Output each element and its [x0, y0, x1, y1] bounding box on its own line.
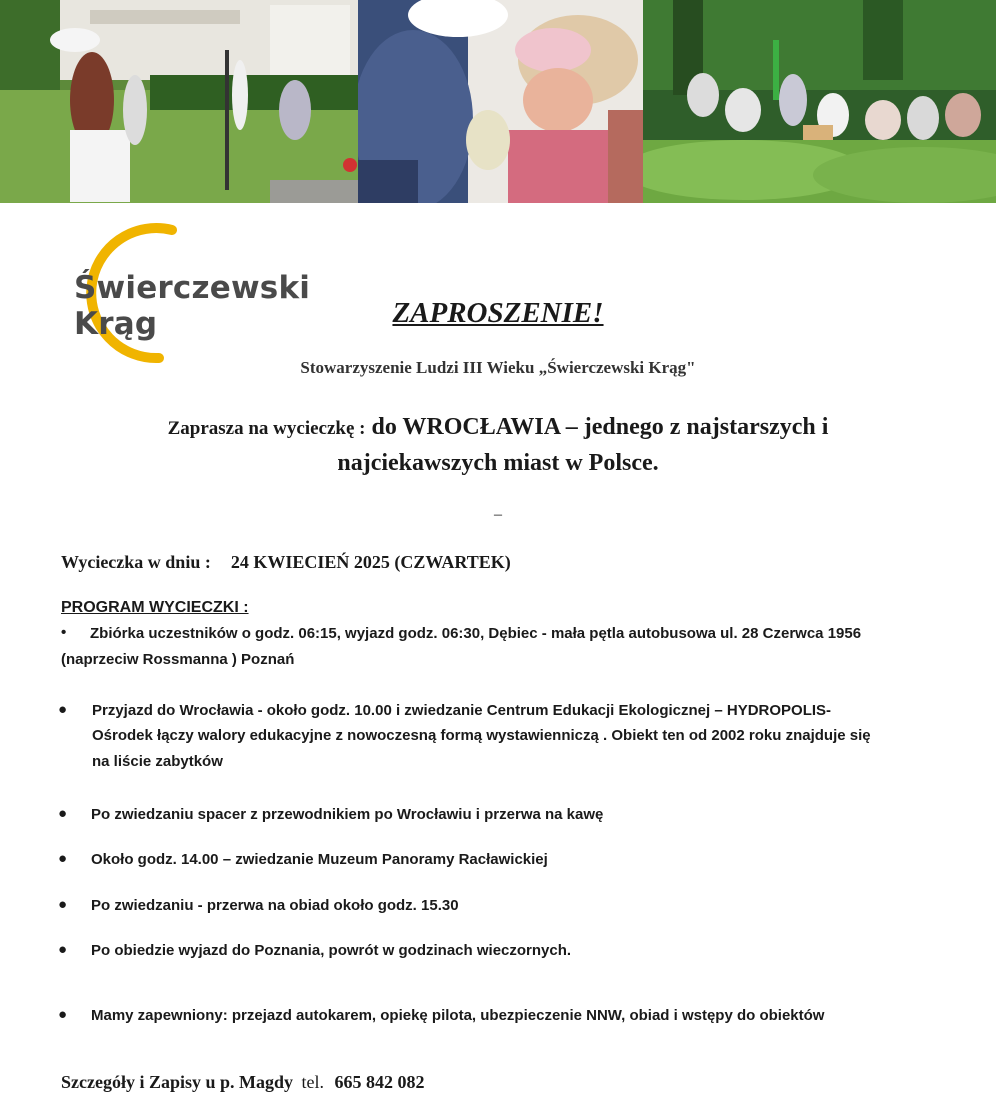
program-item-1-line2: (naprzeciw Rossmanna ) Poznań [61, 651, 295, 668]
program-item-5: Po zwiedzaniu - przerwa na obiad około godz. 15.30 [91, 897, 459, 914]
contact-line [61, 1072, 425, 1093]
trip-date-value: 24 KWIECIEŃ 2025 (CZWARTEK) [230, 552, 511, 572]
program-item-3: Po zwiedzaniu spacer z przewodnikiem po Wrocławiu i przerwa na kawę [91, 806, 604, 823]
bullet-icon: ● [58, 701, 68, 718]
trip-date-line [61, 552, 511, 573]
contact-phone: 665 842 082 [334, 1072, 425, 1092]
bullet-icon: ● [58, 850, 68, 867]
separator-dash: – [494, 506, 502, 523]
bullet-icon: ● [58, 805, 68, 822]
contact-label: Szczegóły i Zapisy u p. Magdy [61, 1072, 294, 1092]
logo [24, 218, 311, 368]
invitation-line1 [0, 410, 996, 446]
photo-strip [0, 0, 996, 203]
program-item-1-line1: Zbiórka uczestników o godz. 06:15, wyjazd godz. 06:30, Dębiec - mała pętla autobusowa ul. 28 Czerwca 1956 [90, 625, 862, 642]
organization-name: Stowarzyszenie Ludzi III Wieku „Świerczewski Krąg" [300, 358, 696, 377]
photo-seniors-gift [358, 0, 643, 203]
photo-garden-gathering [643, 0, 996, 203]
page-title: ZAPROSZENIE! [392, 297, 604, 329]
bullet-icon: ● [58, 941, 68, 958]
program-item-2-line3: na liście zabytków [92, 753, 223, 770]
logo-text-line1: Świerczewski [74, 270, 311, 306]
program-item-2-line1: Przyjazd do Wrocławia - około godz. 10.00 i zwiedzanie Centrum Edukacji Ekologicznej – HYDROPOLIS- [92, 702, 832, 719]
program-item-7: Mamy zapewniony: przejazd autokarem, opiekę pilota, ubezpieczenie NNW, obiad i wstępy do obiektów [91, 1007, 825, 1024]
program-item-4: Około godz. 14.00 – zwiedzanie Muzeum Panoramy Racławickiej [91, 851, 548, 868]
photo-garden-dance [0, 0, 358, 203]
invitation-line2: najciekawszych miast w Polsce. [337, 450, 659, 476]
bullet-icon: ● [58, 1006, 68, 1023]
trip-date-label: Wycieczka w dniu : [61, 552, 211, 572]
bullet-icon: ● [58, 896, 68, 913]
contact-tel-label: tel. [301, 1072, 325, 1092]
logo-text-line2: Krąg [74, 306, 158, 342]
program-item-6: Po obiedzie wyjazd do Poznania, powrót w godzinach wieczornych. [91, 942, 572, 959]
program-item-2-line2: Ośrodek łączy walory edukacyjne z nowoczesną formą wystawienniczą . Obiekt ten od 2002 roku znajduje się [92, 727, 871, 744]
program-header: PROGRAM WYCIECZKI : [61, 599, 249, 616]
bullet-icon: • [61, 624, 67, 641]
invitation-destination: do WROCŁAWIA – jednego z najstarszych i [365, 414, 829, 440]
invitation-lead: Zaprasza na wycieczkę : [167, 418, 366, 439]
invitation-text [0, 410, 996, 480]
